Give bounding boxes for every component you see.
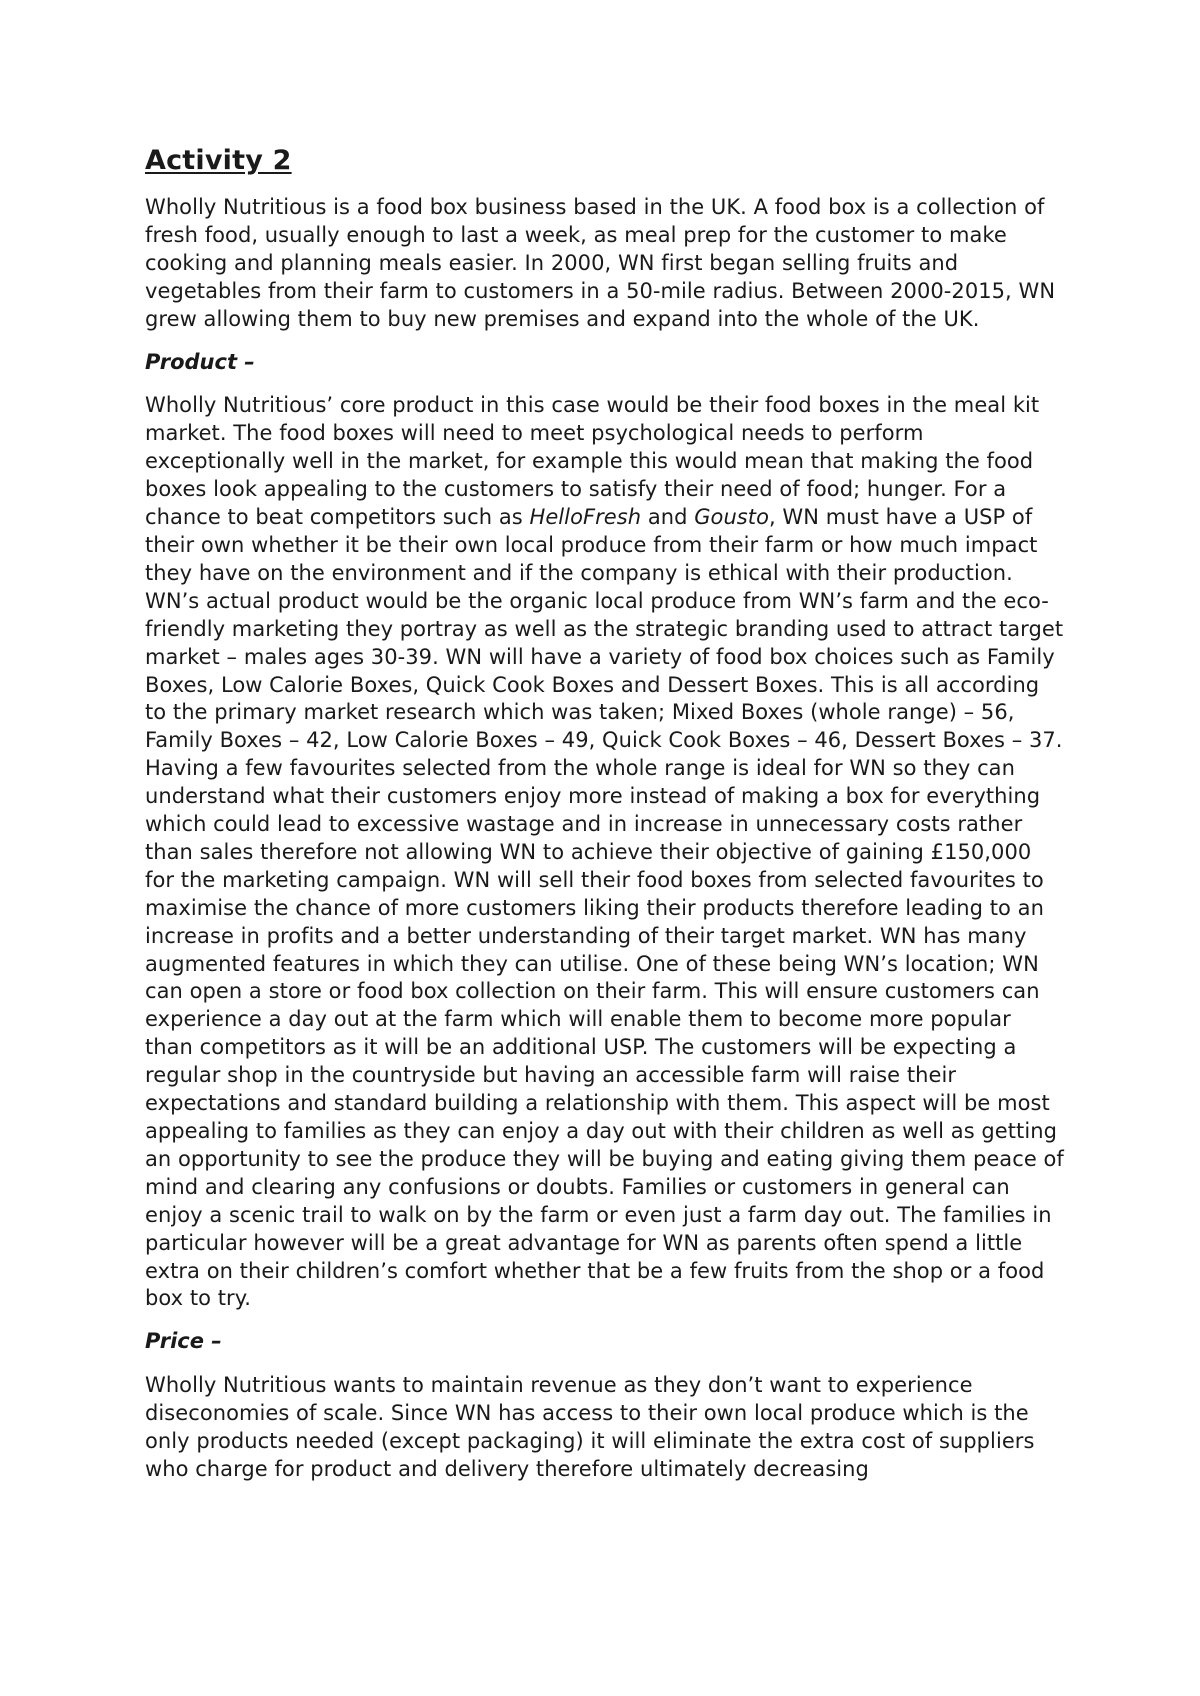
competitor-gousto: Gousto: [694, 505, 769, 530]
document-body: [145, 142, 1065, 1484]
product-text-part-1: Wholly Nutritious’ core product in this case would be their food boxes in the meal kit market. The food boxes will need to meet psychological needs to perform exceptionally well in the market, for example this would mean that making the food boxes look appealing to the customers to satisfy their need of food; hunger. For a chance to beat competitors such as: [145, 393, 1040, 530]
product-paragraph: [145, 392, 1065, 1313]
page-title: Activity 2: [145, 145, 292, 176]
competitor-hellofresh: HelloFresh: [529, 505, 642, 530]
product-text-part-2: , WN must have a USP of their own whether it be their own local produce from their farm or how much impact they have on the environment and if the company is ethical with their production. WN’s actual product would be the organic local produce from WN’s farm and the eco-friendly marketing they portray as well as the strategic branding used to attract target market – males ages 30-39. WN will have a variety of food box choices such as Family Boxes, Low Calorie Boxes, Quick Cook Boxes and Dessert Boxes. This is all according to the primary market research which was taken; Mixed Boxes (whole range) – 56, Family Boxes – 42, Low Calorie Boxes – 49, Quick Cook Boxes – 46, Dessert Boxes – 37. Having a few favourites selected from the whole range is ideal for WN so they can understand what their customers enjoy more instead of making a box for everything which could lead to excessive wastage and in increase in unnecessary costs rather than sales therefore not allowing WN to achieve their objective of gaining £150,000 for the marketing campaign. WN will sell their food boxes from selected favourites to maximise the chance of more customers liking their products therefore leading to an increase in profits and a better understanding of their target market. WN has many augmented features in which they can utilise. One of these being WN’s location; WN can open a store or food box collection on their farm. This will ensure customers can experience a day out at the farm which will enable them to become more popular than competitors as it will be an additional USP. The customers will be expecting a regular shop in the countryside but having an accessible farm will raise their expectations and standard building a relationship with them. This aspect will be most appealing to families as they can enjoy a day out with their children as well as getting an opportunity to see the produce they will be buying and eating giving them peace of mind and clearing any confusions or doubts. Families or customers in general can enjoy a scenic trail to walk on by the farm or even just a farm day out. The families in particular however will be a great advantage for WN as parents often spend a little extra on their children’s comfort whether that be a few fruits from the shop or a food box to try.: [145, 505, 1064, 1311]
product-text-and: and: [641, 505, 695, 530]
price-paragraph: Wholly Nutritious wants to maintain revenue as they don’t want to experience diseconomies of scale. Since WN has access to their own local produce which is the only products needed (except packaging) it will eliminate the extra cost of suppliers who charge for product and delivery therefore ultimately decreasing: [145, 1373, 1035, 1481]
product-heading: Product –: [145, 349, 255, 374]
price-heading: Price –: [145, 1329, 222, 1354]
intro-paragraph: Wholly Nutritious is a food box business based in the UK. A food box is a collection of fresh food, usually enough to last a week, as meal prep for the customer to make cooking and planning meals easier. In 2000, WN first began selling fruits and vegetables from their farm to customers in a 50-mile radius. Between 2000-2015, WN grew allowing them to buy new premises and expand into the whole of the UK.: [145, 195, 1056, 331]
